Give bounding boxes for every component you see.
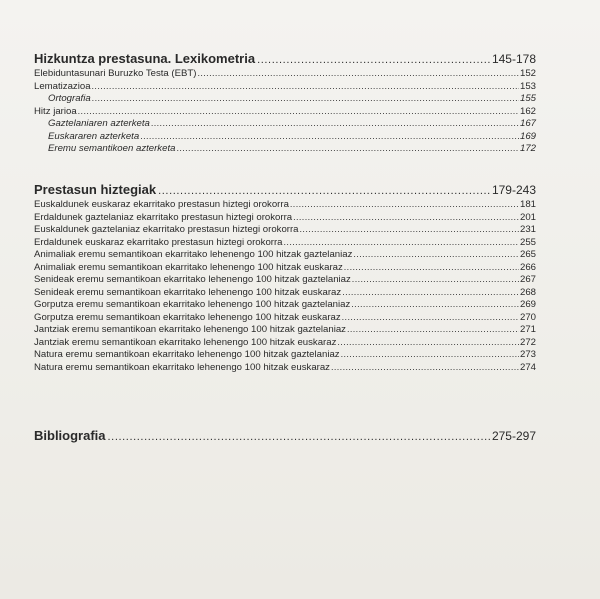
section-heading[interactable] — [34, 427, 536, 444]
toc-entry-label: Elebiduntasunari Buruzko Testa (EBT) — [34, 68, 197, 79]
section-pages: 179-243 — [491, 183, 536, 197]
toc-entry-page: 267 — [519, 274, 536, 285]
toc-entry[interactable] — [34, 311, 536, 324]
toc-entry-page: 231 — [519, 224, 536, 235]
toc-entry[interactable] — [34, 130, 536, 143]
leader-dots — [92, 92, 519, 105]
toc-entry-page: 181 — [519, 199, 536, 210]
toc-entry-label: Euskaldunek gaztelaniaz ekarritako prestasun hiztegi orokorra — [34, 224, 299, 235]
leader-dots — [344, 261, 519, 274]
toc-entry-label: Gaztelaniaren azterketa — [48, 118, 150, 129]
leader-dots — [151, 117, 519, 130]
toc-entry[interactable] — [34, 348, 536, 361]
leader-dots — [293, 211, 519, 224]
leader-dots — [351, 298, 519, 311]
leader-dots — [347, 323, 519, 336]
section-title: Prestasun hiztegiak — [34, 182, 157, 197]
toc-entry-label: Hitz jarioa — [34, 105, 77, 117]
leader-dots — [176, 142, 519, 155]
section-title: Bibliografia — [34, 428, 106, 443]
leader-dots — [342, 286, 519, 299]
toc-entry[interactable] — [34, 336, 536, 349]
toc-entry-label: Euskaldunek euskaraz ekarritako prestasun hiztegi orokorra — [34, 199, 289, 210]
toc-entry-page: 169 — [519, 130, 536, 142]
toc-entry-page: 172 — [519, 143, 536, 154]
toc-entry-page: 270 — [519, 311, 536, 323]
section-pages: 145-178 — [491, 52, 536, 66]
toc-entry-label: Euskararen azterketa — [48, 130, 140, 142]
section-title: Hizkuntza prestasuna. Lexikometria — [34, 51, 256, 66]
section-heading[interactable] — [34, 50, 536, 67]
toc-entry-page: 273 — [519, 349, 536, 360]
toc-entry-page: 268 — [519, 286, 536, 298]
toc-entry-page: 155 — [519, 93, 536, 104]
leader-dots — [92, 80, 519, 93]
toc-entry-page: 271 — [519, 324, 536, 335]
toc-entry-label: Ortografia — [48, 93, 91, 104]
leader-dots — [108, 429, 490, 446]
toc-section-prestasun-hiztegiak — [34, 181, 536, 373]
toc-entry-page: 162 — [519, 105, 536, 117]
leader-dots — [353, 248, 519, 261]
leader-dots — [78, 105, 519, 118]
leader-dots — [337, 336, 519, 349]
toc-entry[interactable] — [34, 236, 536, 249]
toc-section-lexikometria — [34, 50, 536, 155]
toc-entry[interactable] — [34, 67, 536, 80]
toc-entry-label: Erdaldunek gaztelaniaz ekarritako prestasun hiztegi orokorra — [34, 211, 293, 223]
toc-entry-label: Natura eremu semantikoan ekarritako lehenengo 100 hitzak euskaraz — [34, 361, 330, 373]
section-heading[interactable] — [34, 181, 536, 198]
toc-entry-label: Jantziak eremu semantikoan ekarritako lehenengo 100 hitzak gaztelaniaz — [34, 324, 346, 335]
leader-dots — [352, 273, 519, 286]
toc-entry-label: Natura eremu semantikoan ekarritako lehenengo 100 hitzak gaztelaniaz — [34, 349, 340, 360]
leader-dots — [341, 348, 519, 361]
toc-entry-label: Gorputza eremu semantikoan ekarritako lehenengo 100 hitzak gaztelaniaz — [34, 299, 351, 310]
toc-entry-page: 269 — [519, 299, 536, 310]
toc-entry[interactable] — [34, 273, 536, 286]
toc-entry-page: 265 — [519, 249, 536, 260]
leader-dots — [300, 223, 519, 236]
section-pages: 275-297 — [491, 429, 536, 443]
toc-entry[interactable] — [34, 92, 536, 105]
leader-dots — [284, 236, 519, 249]
toc-entry[interactable] — [34, 117, 536, 130]
toc-entry[interactable] — [34, 142, 536, 155]
toc-entry-page: 167 — [519, 118, 536, 129]
toc-entry-label: Jantziak eremu semantikoan ekarritako lehenengo 100 hitzak euskaraz — [34, 336, 337, 348]
toc-entry-page: 152 — [519, 68, 536, 79]
toc-entry[interactable] — [34, 105, 536, 118]
leader-dots — [197, 67, 519, 80]
toc-entry-page: 255 — [519, 236, 536, 248]
toc-entry-label: Animaliak eremu semantikoan ekarritako lehenengo 100 hitzak gaztelaniaz — [34, 249, 353, 260]
toc-entry-page: 274 — [519, 361, 536, 373]
toc-entry[interactable] — [34, 198, 536, 211]
leader-dots — [331, 361, 519, 374]
toc-entry-label: Erdaldunek euskaraz ekarritako prestasun hiztegi orokorra — [34, 236, 283, 248]
toc-entry-label: Animaliak eremu semantikoan ekarritako lehenengo 100 hitzak euskaraz — [34, 261, 343, 273]
toc-entry-page: 153 — [519, 80, 536, 92]
toc-entry-page: 201 — [519, 211, 536, 223]
toc-entry[interactable] — [34, 223, 536, 236]
toc-entry-label: Senideak eremu semantikoan ekarritako lehenengo 100 hitzak euskaraz — [34, 286, 342, 298]
toc-section-bibliografia — [34, 427, 536, 444]
toc-entry-page: 266 — [519, 261, 536, 273]
toc-entry[interactable] — [34, 80, 536, 93]
toc-entry[interactable] — [34, 286, 536, 299]
toc-entry-page: 272 — [519, 336, 536, 348]
toc-entry[interactable] — [34, 361, 536, 374]
toc-entry[interactable] — [34, 323, 536, 336]
toc-entry-label: Gorputza eremu semantikoan ekarritako lehenengo 100 hitzak euskaraz — [34, 311, 341, 323]
toc-entry[interactable] — [34, 248, 536, 261]
leader-dots — [140, 130, 519, 143]
leader-dots — [290, 198, 519, 211]
leader-dots — [342, 311, 519, 324]
toc-entry-label: Senideak eremu semantikoan ekarritako lehenengo 100 hitzak gaztelaniaz — [34, 274, 351, 285]
toc-entry[interactable] — [34, 261, 536, 274]
toc-entry-label: Eremu semantikoen azterketa — [48, 143, 176, 154]
toc-entry[interactable] — [34, 211, 536, 224]
toc-entry[interactable] — [34, 298, 536, 311]
toc-entry-label: Lematizazioa — [34, 80, 91, 92]
